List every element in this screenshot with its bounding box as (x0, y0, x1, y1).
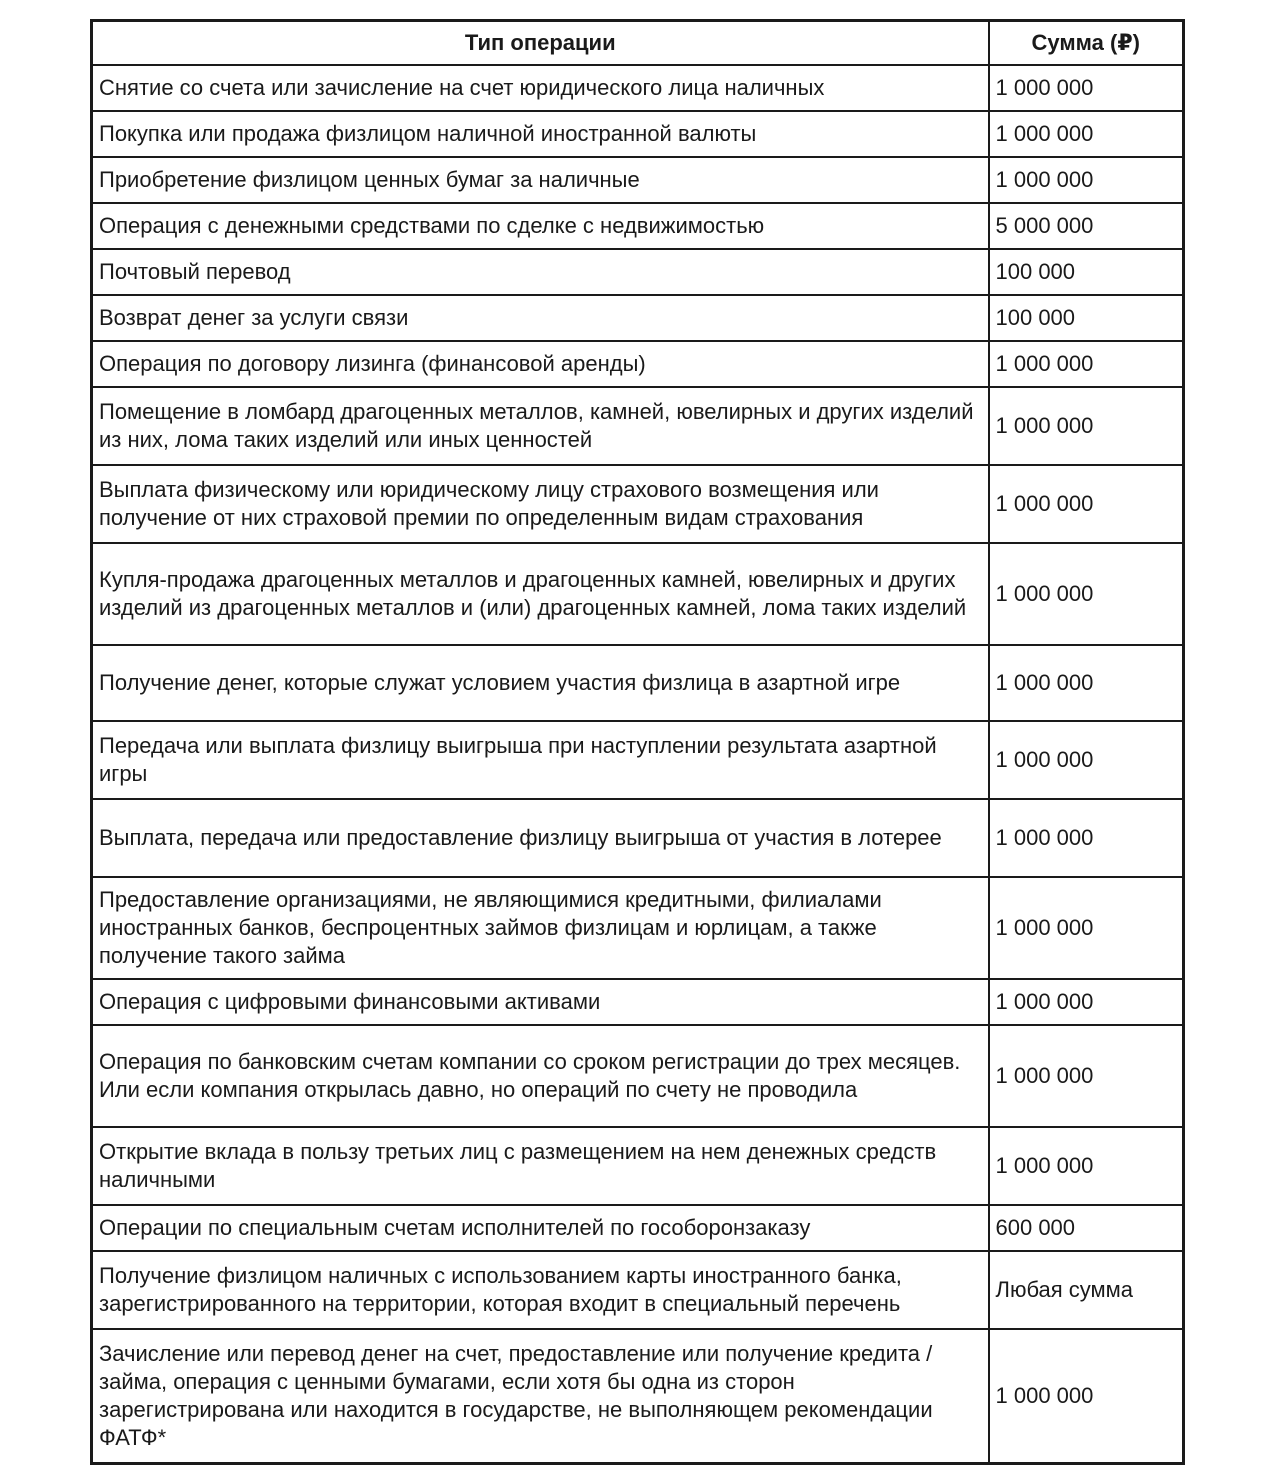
table-row (92, 979, 1184, 1025)
table-header-row (92, 21, 1184, 66)
amount-cell: 1 000 000 (989, 799, 1184, 877)
table-row (92, 1025, 1184, 1127)
table-row (92, 111, 1184, 157)
amount-cell: 1 000 000 (989, 543, 1184, 645)
operation-type-cell: Предоставление организациями, не являющимися кредитными, филиалами иностранных банков, беспроцентных займов физлицам и юрлицам, а также получение такого займа (92, 877, 989, 979)
amount-cell: 1 000 000 (989, 979, 1184, 1025)
table-row (92, 203, 1184, 249)
amount-cell: 1 000 000 (989, 877, 1184, 979)
amount-cell: 1 000 000 (989, 111, 1184, 157)
header-amount: Сумма (₽) (989, 21, 1184, 66)
table-row (92, 1251, 1184, 1329)
amount-cell: 1 000 000 (989, 465, 1184, 543)
amount-cell: 1 000 000 (989, 387, 1184, 465)
amount-cell: 1 000 000 (989, 1127, 1184, 1205)
operation-type-cell: Почтовый перевод (92, 249, 989, 295)
amount-cell: 1 000 000 (989, 1329, 1184, 1464)
operations-table (90, 19, 1185, 1465)
operation-type-cell: Операция по банковским счетам компании со сроком регистрации до трех месяцев. Или если компания открылась давно, но операций по счету не проводила (92, 1025, 989, 1127)
amount-cell: 1 000 000 (989, 65, 1184, 111)
operation-type-cell: Возврат денег за услуги связи (92, 295, 989, 341)
table-row (92, 721, 1184, 799)
operation-type-cell: Снятие со счета или зачисление на счет юридического лица наличных (92, 65, 989, 111)
amount-cell: 1 000 000 (989, 645, 1184, 721)
operation-type-cell: Помещение в ломбард драгоценных металлов, камней, ювелирных и других изделий из них, лома таких изделий или иных ценностей (92, 387, 989, 465)
operation-type-cell: Выплата физическому или юридическому лицу страхового возмещения или получение от них страховой премии по определенным видам страхования (92, 465, 989, 543)
table-row (92, 1127, 1184, 1205)
table-row (92, 295, 1184, 341)
amount-cell: 1 000 000 (989, 1025, 1184, 1127)
table-row (92, 877, 1184, 979)
amount-cell: Любая сумма (989, 1251, 1184, 1329)
table-row (92, 341, 1184, 387)
amount-cell: 1 000 000 (989, 341, 1184, 387)
operation-type-cell: Операция по договору лизинга (финансовой аренды) (92, 341, 989, 387)
table-row (92, 387, 1184, 465)
document-page (90, 19, 1182, 1465)
table-row (92, 799, 1184, 877)
operation-type-cell: Получение физлицом наличных с использованием карты иностранного банка, зарегистрированного на территории, которая входит в специальный перечень (92, 1251, 989, 1329)
operation-type-cell: Приобретение физлицом ценных бумаг за наличные (92, 157, 989, 203)
operation-type-cell: Открытие вклада в пользу третьих лиц с размещением на нем денежных средств наличными (92, 1127, 989, 1205)
amount-cell: 1 000 000 (989, 157, 1184, 203)
amount-cell: 100 000 (989, 249, 1184, 295)
operation-type-cell: Покупка или продажа физлицом наличной иностранной валюты (92, 111, 989, 157)
operation-type-cell: Операция с цифровыми финансовыми активами (92, 979, 989, 1025)
table-row (92, 1329, 1184, 1464)
operation-type-cell: Получение денег, которые служат условием участия физлица в азартной игре (92, 645, 989, 721)
operation-type-cell: Передача или выплата физлицу выигрыша при наступлении результата азартной игры (92, 721, 989, 799)
header-operation-type: Тип операции (92, 21, 989, 66)
table-row (92, 157, 1184, 203)
table-row (92, 249, 1184, 295)
operation-type-cell: Операции по специальным счетам исполнителей по гособоронзаказу (92, 1205, 989, 1251)
operation-type-cell: Выплата, передача или предоставление физлицу выигрыша от участия в лотерее (92, 799, 989, 877)
table-row (92, 465, 1184, 543)
operation-type-cell: Зачисление или перевод денег на счет, предоставление или получение кредита / займа, операция с ценными бумагами, если хотя бы одна из сторон зарегистрирована или находится в государстве, не выполняющем рекомендации ФАТФ* (92, 1329, 989, 1464)
table-row (92, 65, 1184, 111)
amount-cell: 100 000 (989, 295, 1184, 341)
table-row (92, 1205, 1184, 1251)
table-row (92, 645, 1184, 721)
operation-type-cell: Операция с денежными средствами по сделке с недвижимостью (92, 203, 989, 249)
amount-cell: 600 000 (989, 1205, 1184, 1251)
table-row (92, 543, 1184, 645)
amount-cell: 1 000 000 (989, 721, 1184, 799)
amount-cell: 5 000 000 (989, 203, 1184, 249)
operation-type-cell: Купля-продажа драгоценных металлов и драгоценных камней, ювелирных и других изделий из драгоценных металлов и (или) драгоценных камней, лома таких изделий (92, 543, 989, 645)
